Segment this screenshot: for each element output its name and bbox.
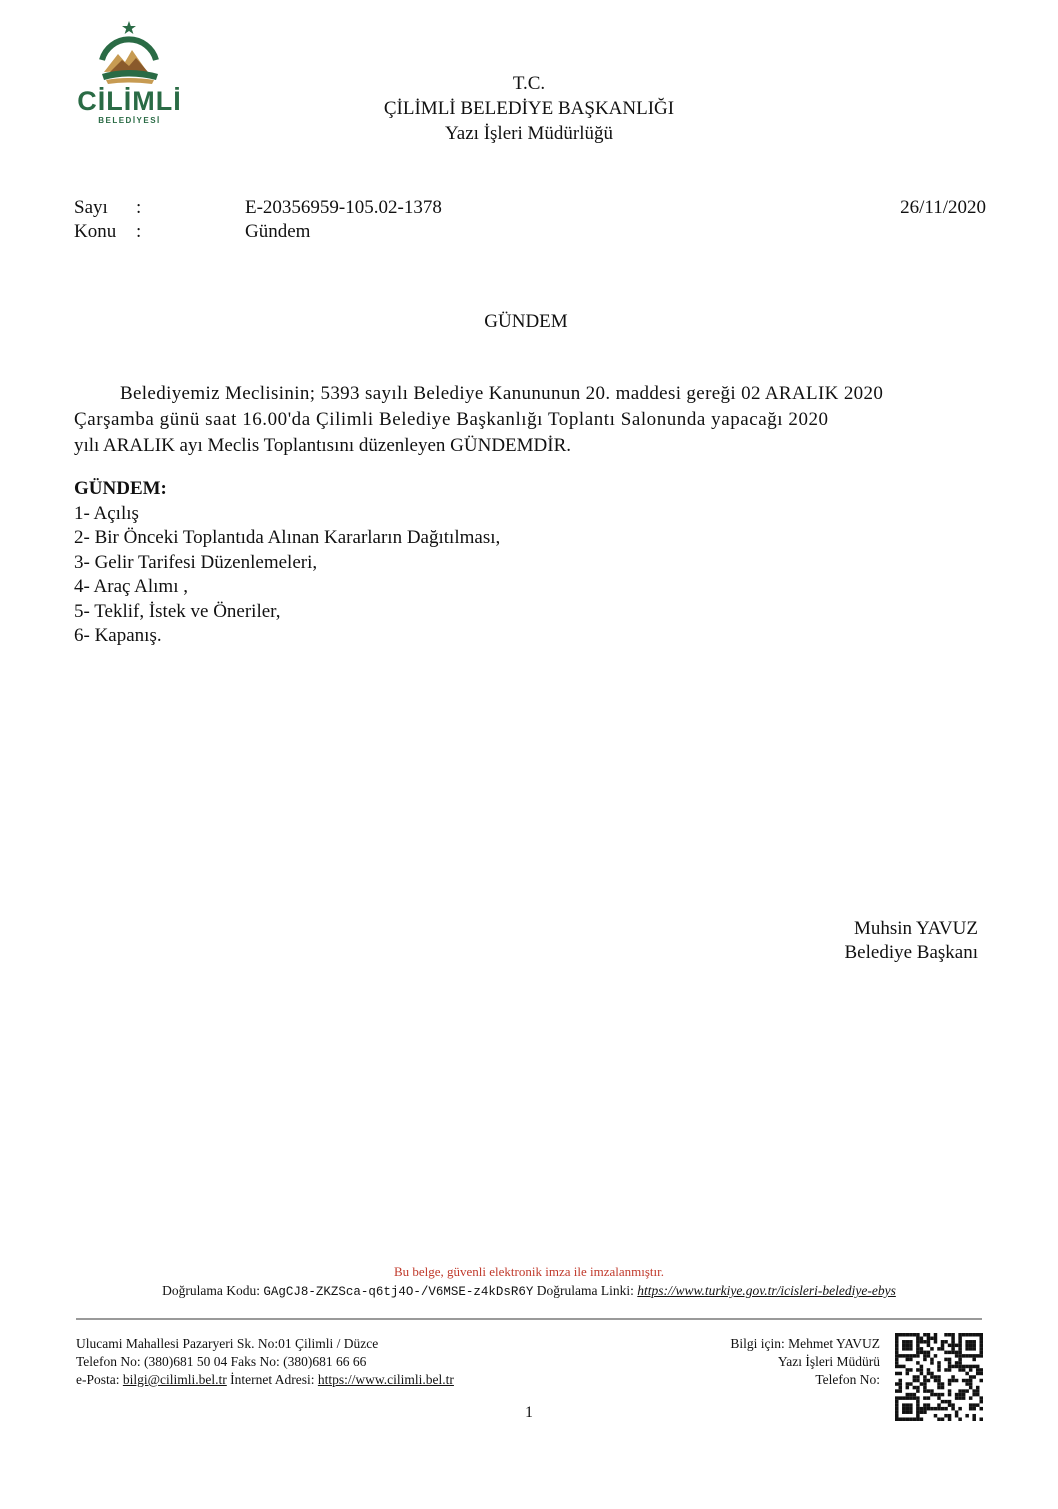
konu-label: Konu: [74, 221, 117, 242]
verification-link-label: Doğrulama Linki:: [536, 1283, 634, 1298]
verification-code: GAgCJ8-ZKZSca-q6tj4O-/V6MSE-z4kDsR6Y: [263, 1285, 534, 1299]
municipality-logo-icon: [72, 20, 187, 90]
konu-colon: :: [136, 221, 142, 242]
agenda-item: 2- Bir Önceki Toplantıda Alınan Kararların Dağıtılması,: [74, 527, 501, 549]
municipality-logo: [72, 20, 187, 130]
signatory-name: Muhsin YAVUZ: [853, 918, 978, 939]
contact-phone: Telefon No:: [815, 1372, 880, 1387]
sayi-label: Sayı: [74, 197, 108, 218]
body-paragraph: [74, 381, 992, 459]
logo-subtitle: BELEDİYESİ: [98, 116, 161, 125]
website-link[interactable]: https://www.cilimli.bel.tr: [317, 1372, 454, 1387]
body-line-1: Belediyemiz Meclisinin; 5393 sayılı Belediye Kanununun 20. maddesi gereği 02 ARALIK 2020: [120, 383, 884, 404]
verification-link[interactable]: https://www.turkiye.gov.tr/icisleri-belediye-ebys: [637, 1283, 896, 1298]
agenda-item: 1- Açılış: [74, 503, 139, 524]
header-tc: T.C.: [512, 73, 546, 94]
signature-block: [780, 917, 978, 965]
email-label: e-Posta:: [76, 1372, 120, 1387]
e-signature-notice: Bu belge, güvenli elektronik imza ile imzalanmıştır.: [393, 1264, 665, 1279]
body-line-2: Çarşamba günü saat 16.00'da Çilimli Belediye Başkanlığı Toplantı Salonunda yapacağı 2020: [74, 409, 829, 430]
agenda-heading: GÜNDEM:: [74, 478, 167, 499]
page-number: 1: [525, 1404, 533, 1421]
footer-phone: Telefon No: (380)681 50 04 Faks No: (380)681 66 66: [76, 1354, 367, 1369]
document-date: 26/11/2020: [900, 197, 986, 218]
konu-value: Gündem: [245, 221, 311, 242]
body-line-3: yılı ARALIK ayı Meclis Toplantısını düzenleyen GÜNDEMDİR.: [74, 435, 572, 456]
qr-code-icon: [894, 1333, 984, 1421]
footer-contact-web: [76, 1371, 454, 1389]
agenda-item: 3- Gelir Tarifesi Düzenlemeleri,: [74, 551, 318, 573]
qr-code: [894, 1333, 984, 1421]
agenda-list: [74, 502, 500, 648]
web-label: İnternet Adresi:: [230, 1372, 315, 1387]
document-title: GÜNDEM: [484, 311, 568, 332]
signatory-title: Belediye Başkanı: [844, 942, 978, 963]
contact-role: Yazı İşleri Müdürü: [777, 1354, 880, 1369]
footer-address: Ulucami Mahallesi Pazaryeri Sk. No:01 Çilimli / Düzce: [76, 1336, 379, 1351]
footer-contact-block: [660, 1335, 880, 1389]
logo-wordmark: CİLİMLİ: [77, 86, 182, 116]
agenda-item: 4- Araç Alımı ,: [74, 576, 188, 598]
sayi-value: E-20356959-105.02-1378: [245, 197, 442, 218]
agenda-item: 5- Teklif, İstek ve Öneriler,: [74, 600, 281, 622]
footer-address-block: [76, 1335, 454, 1389]
agenda-item: 6- Kapanış.: [74, 625, 162, 647]
footer-divider: [76, 1318, 982, 1320]
sayi-colon: :: [136, 197, 142, 218]
header-department: Yazı İşleri Müdürlüğü: [444, 123, 613, 144]
verification-code-label: Doğrulama Kodu:: [162, 1283, 260, 1298]
header-institution: ÇİLİMLİ BELEDİYE BAŞKANLIĞI: [383, 98, 675, 119]
email-link[interactable]: bilgi@cilimli.bel.tr: [122, 1372, 227, 1387]
contact-person: Bilgi için: Mehmet YAVUZ: [730, 1336, 880, 1351]
verification-line: [40, 1283, 1018, 1299]
